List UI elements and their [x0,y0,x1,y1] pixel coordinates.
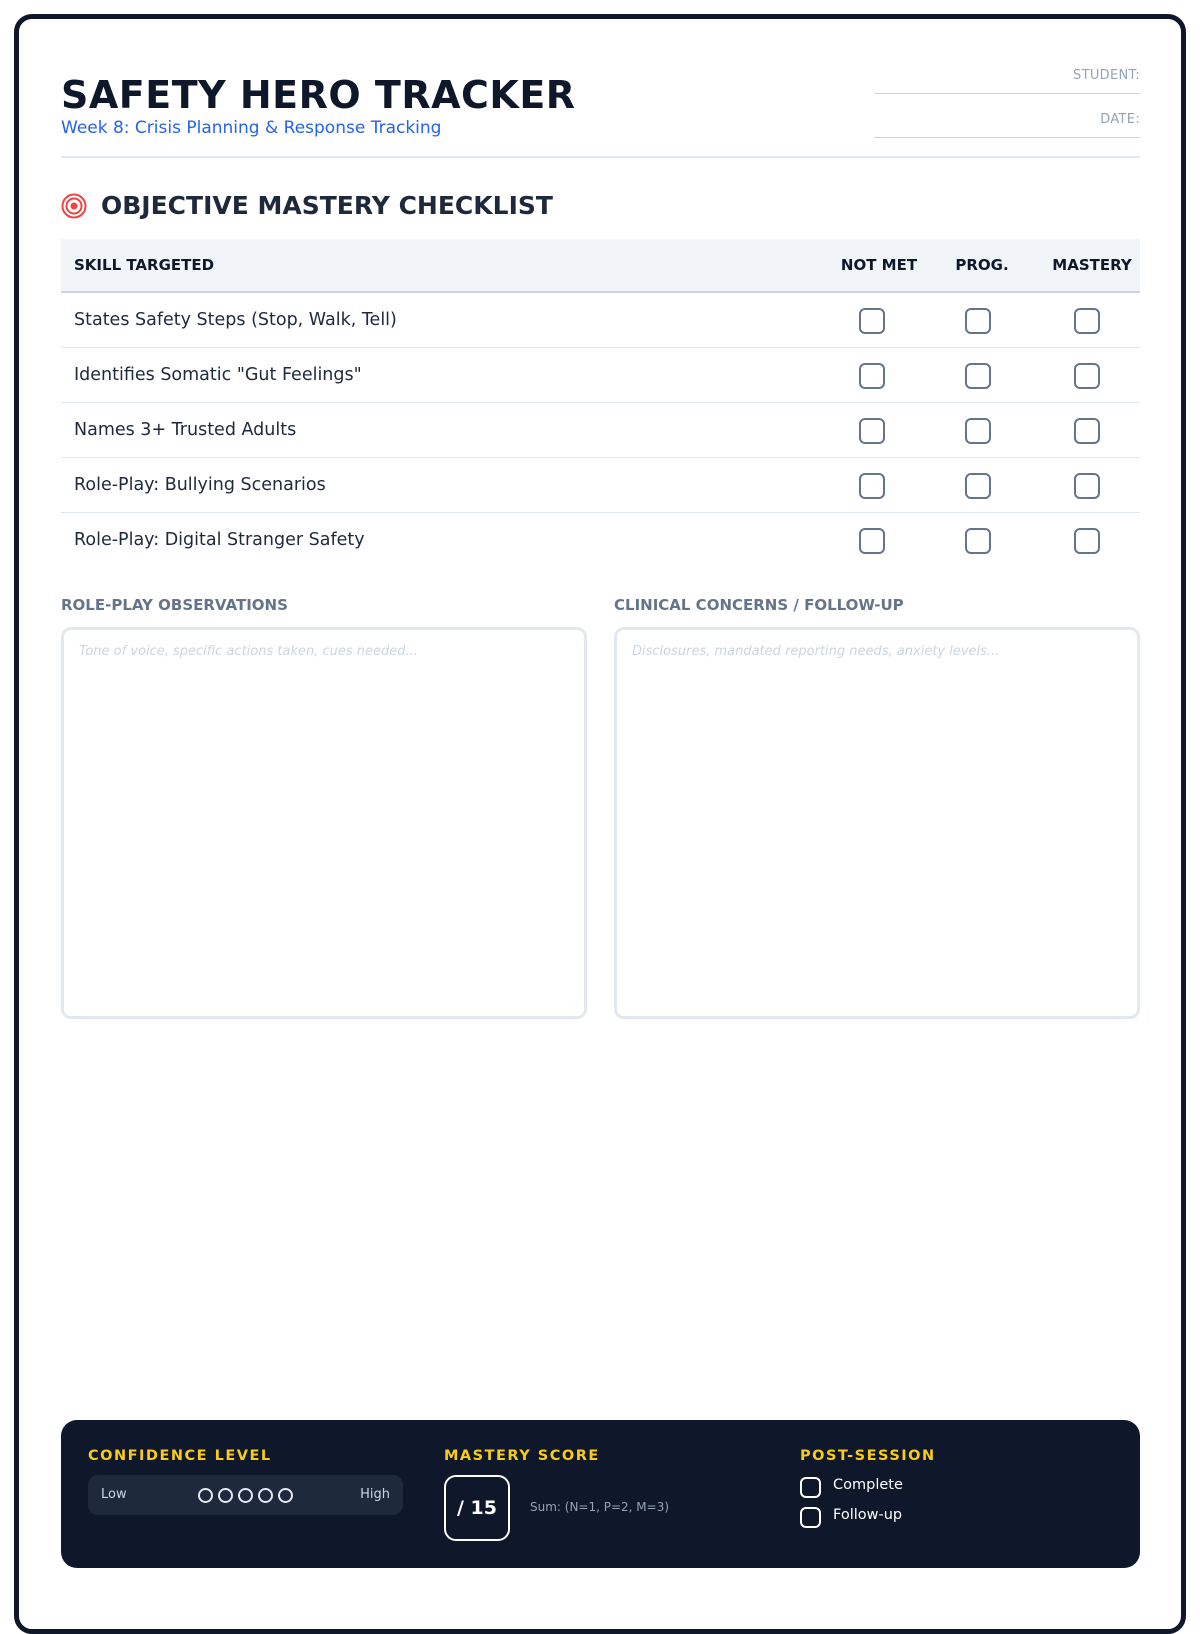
mastery-score-box[interactable] [444,1475,510,1541]
skill-label: Role-Play: Bullying Scenarios [74,475,326,495]
not-met-checkbox[interactable] [859,418,885,444]
mastery-score-label: MASTERY SCORE [444,1448,600,1464]
table-header [61,239,1140,293]
mastery-score-note: Sum: (N=1, P=2, M=3) [530,1500,670,1514]
column-header-progress: PROG. [955,256,1009,274]
follow-up-checkbox[interactable] [800,1507,821,1528]
skill-label: Role-Play: Digital Stranger Safety [74,530,365,550]
page-subtitle: Week 8: Crisis Planning & Response Tracking [61,118,442,138]
progress-checkbox[interactable] [965,363,991,389]
skill-label: Identifies Somatic "Gut Feelings" [74,365,362,385]
progress-checkbox[interactable] [965,308,991,334]
observations-label: ROLE-PLAY OBSERVATIONS [61,596,288,614]
table-row [61,293,1140,348]
confidence-label: CONFIDENCE LEVEL [88,1448,272,1464]
checklist-title: OBJECTIVE MASTERY CHECKLIST [101,191,553,220]
column-header-not-met: NOT MET [840,256,918,274]
progress-checkbox[interactable] [965,528,991,554]
mastery-checklist-table [61,239,1140,568]
confidence-option-2[interactable] [218,1488,233,1503]
mastery-checkbox[interactable] [1074,418,1100,444]
table-row [61,458,1140,513]
confidence-low-label: Low [101,1487,127,1502]
confidence-option-1[interactable] [198,1488,213,1503]
skill-label: Names 3+ Trusted Adults [74,420,297,440]
clinical-concerns-textarea[interactable] [614,627,1140,1019]
session-summary-footer [61,1420,1140,1568]
observations-textarea[interactable] [61,627,587,1019]
confidence-option-4[interactable] [258,1488,273,1503]
student-label: STUDENT: [1073,68,1140,83]
post-session-label: POST-SESSION [800,1448,936,1464]
column-header-skill: SKILL TARGETED [74,256,215,274]
table-row [61,348,1140,403]
target-icon [61,193,87,219]
mastery-checkbox[interactable] [1074,308,1100,334]
student-field[interactable] [874,68,1140,94]
follow-up-label: Follow-up [833,1507,903,1523]
complete-checkbox[interactable] [800,1477,821,1498]
not-met-checkbox[interactable] [859,473,885,499]
page-title: SAFETY HERO TRACKER [61,73,576,117]
mastery-checkbox[interactable] [1074,528,1100,554]
date-label: DATE: [1100,112,1140,127]
mastery-checkbox[interactable] [1074,473,1100,499]
skill-label: States Safety Steps (Stop, Walk, Tell) [74,310,397,330]
header-divider [61,156,1140,158]
not-met-checkbox[interactable] [859,363,885,389]
confidence-high-label: High [360,1487,390,1502]
progress-checkbox[interactable] [965,418,991,444]
confidence-option-5[interactable] [278,1488,293,1503]
progress-checkbox[interactable] [965,473,991,499]
not-met-checkbox[interactable] [859,308,885,334]
table-row [61,403,1140,458]
confidence-option-3[interactable] [238,1488,253,1503]
mastery-score-value: / 15 [457,1497,497,1519]
mastery-checkbox[interactable] [1074,363,1100,389]
date-field[interactable] [874,112,1140,138]
complete-label: Complete [833,1477,903,1493]
not-met-checkbox[interactable] [859,528,885,554]
confidence-scale [88,1475,403,1515]
clinical-concerns-label: CLINICAL CONCERNS / FOLLOW-UP [614,596,904,614]
table-row [61,513,1140,568]
column-header-mastery: MASTERY [1052,256,1132,274]
